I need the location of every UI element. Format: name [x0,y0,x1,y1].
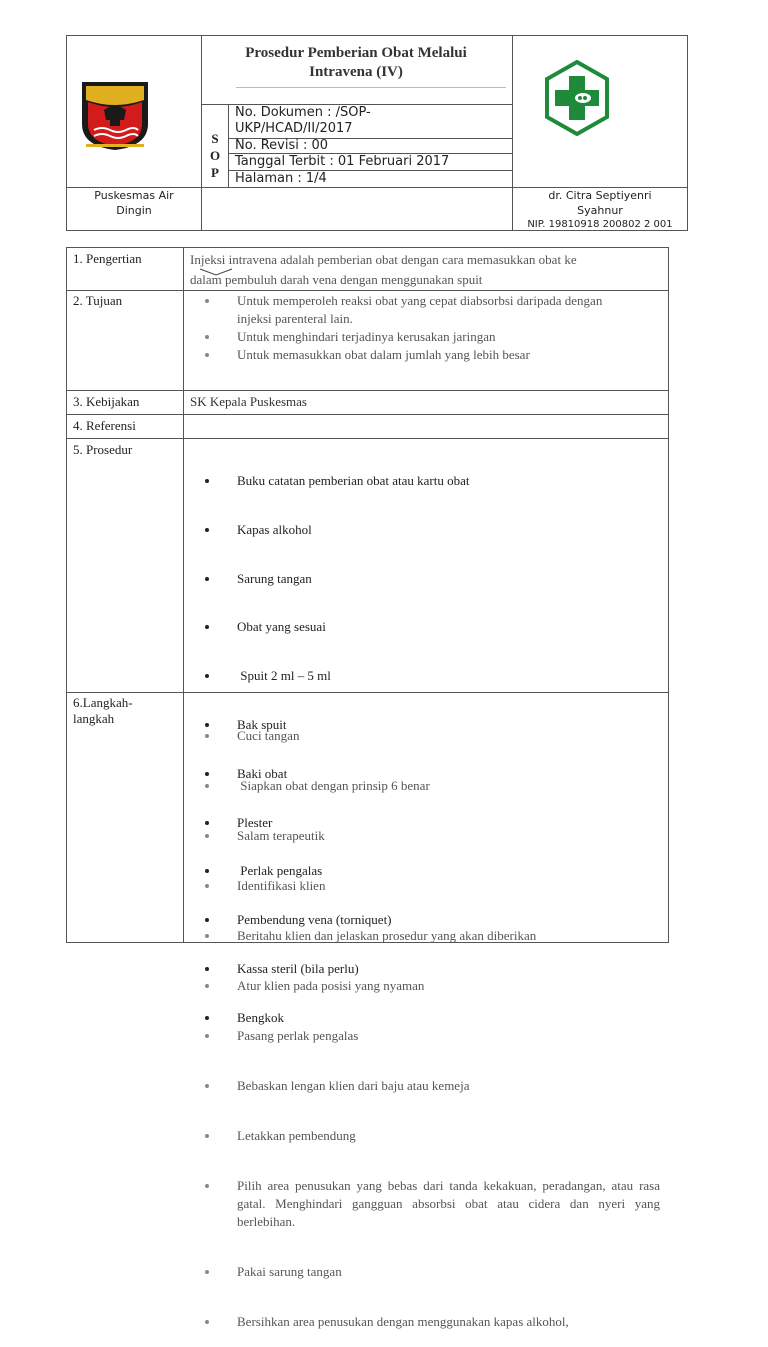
prosedur-item: Perlak pengalas [183,863,668,880]
doc-number: No. Dokumen : /SOP- [235,105,371,120]
label-langkah-line-1: 6.Langkah- [73,695,133,710]
prosedur-item: Sarung tangan [183,571,668,588]
label-langkah-line-2: langkah [73,711,115,726]
pengertian-text [190,250,577,290]
langkah-item: Pilih area penusukan yang bebas dari tanda kekakuan, peradangan, atau rasa gatal. Menghindari gangguan absorbsi obat atau cidera dan nyeri yang berlebihan. [183,1177,668,1231]
doc-issue-date: Tanggal Terbit : 01 Februari 2017 [235,154,450,169]
tujuan-item: Untuk memasukkan obat dalam jumlah yang lebih besar [183,346,668,364]
langkah-list [183,695,668,1347]
label-prosedur: 5. Prosedur [73,442,133,457]
signer-nip: NIP. 19810918 200802 2 001 [527,219,673,230]
prosedur-item: Plester [183,815,668,832]
langkah-item: Atur klien pada posisi yang nyaman [183,977,668,995]
title-line-1: Prosedur Pemberian Obat Melalui [245,45,467,61]
prosedur-item: Bak spuit [183,717,668,734]
org-line-2: Dingin [116,204,152,217]
title-line-2: Intravena (IV) [309,64,403,80]
sop-letter-o: O [209,148,221,163]
document-title [205,44,507,82]
spellcheck-squiggle-icon [199,264,233,274]
label-langkah [73,695,133,727]
langkah-item: Letakkan pembendung [183,1127,668,1145]
prosedur-item: Obat yang sesuai [183,619,668,636]
signer-name-1: dr. Citra Septiyenri [548,189,652,202]
prosedur-item: Bengkok [183,1010,668,1027]
langkah-item: Siapkan obat dengan prinsip 6 benar [183,777,668,795]
prosedur-item: Kapas alkohol [183,522,668,539]
label-pengertian: 1. Pengertian [73,251,142,266]
label-kebijakan: 3. Kebijakan [73,394,140,409]
label-referensi: 4. Referensi [73,418,136,433]
tujuan-list [183,292,668,364]
health-cross-logo [543,60,611,136]
doc-number-code: UKP/HCAD/II/2017 [235,121,353,136]
pengertian-line-2: dalam pembuluh darah vena dengan menggunakan spuit [190,272,483,287]
kebijakan-text: SK Kepala Puskesmas [190,394,307,409]
signer-block [514,188,686,231]
langkah-item: Bebaskan lengan klien dari baju atau kemeja [183,1077,668,1095]
langkah-item: Pasang perlak pengalas [183,1027,668,1045]
regional-emblem-logo [80,80,150,152]
doc-revision: No. Revisi : 00 [235,138,329,153]
langkah-item: Bersihkan area penusukan dengan menggunakan kapas alkohol, [183,1313,668,1331]
org-line-1: Puskesmas Air [94,189,174,202]
langkah-item: Beritahu klien dan jelaskan prosedur yang akan diberikan [183,927,668,945]
doc-page: Halaman : 1/4 [235,171,327,186]
label-tujuan: 2. Tujuan [73,293,123,308]
prosedur-item: Pembendung vena (torniquet) [183,912,668,929]
tujuan-item: Untuk menghindari terjadinya kerusakan jaringan [183,328,668,346]
prosedur-item: Buku catatan pemberian obat atau kartu obat [183,473,668,490]
prosedur-item: Kassa steril (bila perlu) [183,961,668,978]
langkah-item: Salam terapeutik [183,827,668,845]
signer-name-2: Syahnur [577,204,623,217]
langkah-item: Identifikasi klien [183,877,668,895]
sop-letter-p: P [211,165,219,180]
tujuan-item: Untuk memperoleh reaksi obat yang cepat diabsorbsi daripada dengan injeksi parenteral lain. [183,292,668,328]
sop-letter-s: S [211,131,219,146]
sop-label [202,130,228,181]
title-underline [236,87,506,88]
langkah-item: Pakai sarung tangan [183,1263,668,1281]
organization-name [68,188,200,218]
prosedur-item: Baki obat [183,766,668,783]
pengertian-line-1: Injeksi intravena adalah pemberian obat dengan cara memasukkan obat ke [190,252,577,267]
langkah-item: Cuci tangan [183,727,668,745]
prosedur-item: Spuit 2 ml – 5 ml [183,668,668,685]
